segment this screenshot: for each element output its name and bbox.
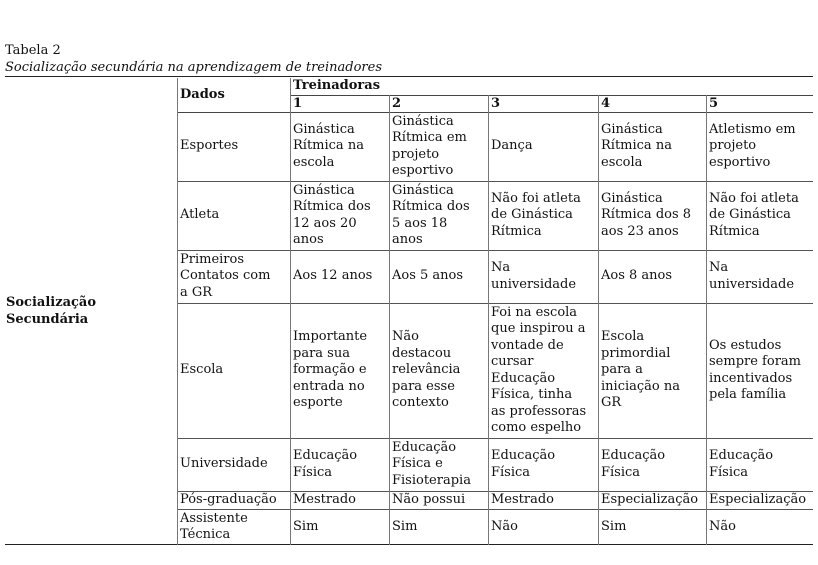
column-divider	[290, 95, 291, 545]
column-divider	[389, 95, 390, 545]
table-cell: Sim	[293, 518, 319, 534]
row-label: Assistente Técnica	[180, 510, 248, 542]
row-label: Pós-graduação	[180, 491, 277, 507]
table-cell: Especialização	[709, 491, 807, 507]
row-label: Atleta	[180, 207, 220, 223]
table-cell: Aos 12 anos	[293, 268, 373, 284]
rule-line	[5, 76, 813, 77]
table-cell: Na universidade	[709, 260, 795, 292]
table-cell: Na universidade	[491, 260, 577, 292]
table-cell: Atletismo em projeto esportivo	[709, 121, 796, 170]
section-label: Socialização Secundária	[6, 295, 97, 327]
dados-header: Dados	[180, 86, 225, 102]
table-cell: Especialização	[601, 491, 699, 507]
table-cell: Importante para sua formação e entrada no esporte	[293, 329, 368, 411]
table-cell: Educação Física	[491, 448, 556, 480]
table-cell: Educação Física	[601, 448, 666, 480]
column-divider	[598, 95, 599, 545]
coach-column-3: 3	[491, 95, 501, 111]
table-cell: Não possui	[392, 491, 466, 507]
row-label: Escola	[180, 362, 224, 378]
table-cell: Ginástica Rítmica em projeto esportivo	[392, 113, 467, 178]
coach-column-1: 1	[293, 95, 303, 111]
table-cell: Aos 8 anos	[601, 268, 673, 284]
caption-title: Socialização secundária na aprendizagem de treinadores	[5, 60, 382, 75]
table-cell: Escola primordial para a iniciação na GR	[601, 329, 680, 411]
table-cell: Não	[491, 518, 518, 534]
column-divider	[290, 78, 291, 95]
row-label: Universidade	[180, 456, 268, 472]
column-divider	[706, 95, 707, 545]
table-cell: Ginástica Rítmica na escola	[601, 121, 672, 170]
table-cell: Foi na escola que inspirou a vontade de cursar Educação Física, tinha as professoras como espelho	[491, 304, 587, 435]
table-cell: Educação Física	[293, 448, 358, 480]
table-cell: Dança	[491, 138, 533, 154]
table-cell: Não foi atleta de Ginástica Rítmica	[491, 190, 581, 239]
coach-column-2: 2	[392, 95, 402, 111]
column-divider	[177, 78, 178, 545]
table-cell: Ginástica Rítmica dos 5 aos 18 anos	[392, 182, 470, 247]
table-cell: Educação Física	[709, 448, 774, 480]
table-cell: Mestrado	[293, 491, 357, 507]
table-cell: Ginástica Rítmica dos 8 aos 23 anos	[601, 190, 692, 239]
column-divider	[488, 95, 489, 545]
row-label: Primeiros Contatos com a GR	[180, 251, 271, 300]
table-cell: Os estudos sempre foram incentivados pela família	[709, 337, 801, 402]
coach-column-5: 5	[709, 95, 719, 111]
table-cell: Sim	[601, 518, 627, 534]
table-cell: Ginástica Rítmica na escola	[293, 121, 364, 170]
table-cell: Ginástica Rítmica dos 12 aos 20 anos	[293, 182, 371, 247]
table-cell: Educação Física e Fisioterapia	[392, 439, 471, 488]
coach-column-4: 4	[601, 95, 611, 111]
table-cell: Aos 5 anos	[392, 268, 464, 284]
table-cell: Não destacou relevância para esse contexto	[392, 329, 461, 411]
table-cell: Não	[709, 518, 736, 534]
table-cell: Mestrado	[491, 491, 555, 507]
table-cell: Não foi atleta de Ginástica Rítmica	[709, 190, 799, 239]
row-label: Esportes	[180, 138, 239, 154]
treinadoras-header: Treinadoras	[293, 78, 381, 94]
caption-label: Tabela 2	[5, 43, 61, 58]
table-cell: Sim	[392, 518, 418, 534]
